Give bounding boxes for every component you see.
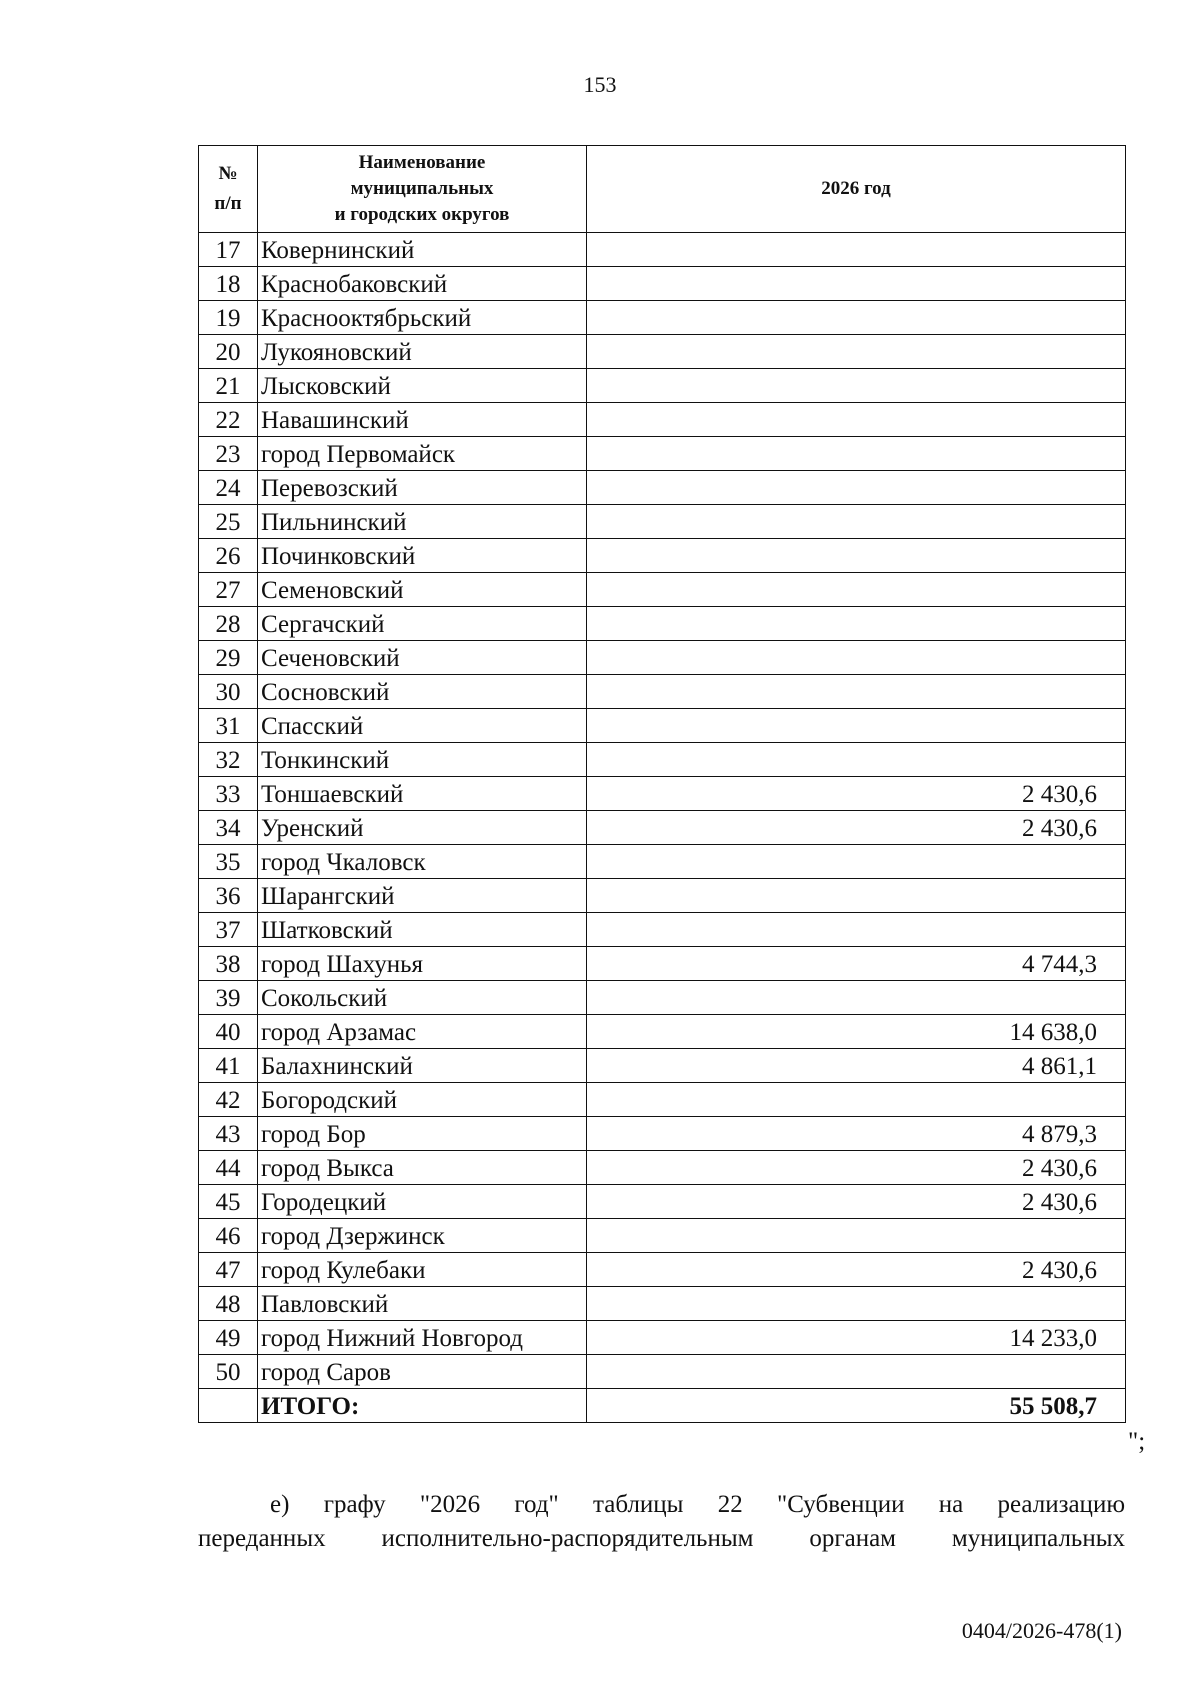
row-number: 23 — [199, 437, 258, 471]
amendment-paragraph — [198, 1488, 1125, 1556]
total-value: 55 508,7 — [587, 1389, 1126, 1423]
table-row — [199, 845, 1126, 879]
row-number: 34 — [199, 811, 258, 845]
amount-2026 — [587, 437, 1126, 471]
total-label: ИТОГО: — [258, 1389, 587, 1423]
amount-2026: 4 744,3 — [587, 947, 1126, 981]
amount-2026 — [587, 641, 1126, 675]
amount-2026 — [587, 913, 1126, 947]
document-code: 0404/2026-478(1) — [961, 1618, 1122, 1643]
total-number-cell — [199, 1389, 258, 1423]
table-row — [199, 981, 1126, 1015]
amount-2026 — [587, 1219, 1126, 1253]
municipality-name: город Нижний Новгород — [258, 1321, 587, 1355]
municipality-name: Краснобаковский — [258, 267, 587, 301]
row-number: 48 — [199, 1287, 258, 1321]
row-number: 28 — [199, 607, 258, 641]
municipality-name: Богородский — [258, 1083, 587, 1117]
municipality-name: Городецкий — [258, 1185, 587, 1219]
table-row — [199, 267, 1126, 301]
amount-2026: 2 430,6 — [587, 1151, 1126, 1185]
municipality-name: город Первомайск — [258, 437, 587, 471]
table-row — [199, 1117, 1126, 1151]
table-row — [199, 437, 1126, 471]
row-number: 33 — [199, 777, 258, 811]
amount-2026 — [587, 539, 1126, 573]
amount-2026: 2 430,6 — [587, 1185, 1126, 1219]
amount-2026 — [587, 369, 1126, 403]
municipality-name: Тоншаевский — [258, 777, 587, 811]
table-row — [199, 1253, 1126, 1287]
row-number: 21 — [199, 369, 258, 403]
municipality-name: город Чкаловск — [258, 845, 587, 879]
total-row — [199, 1389, 1126, 1423]
header-name-line2: муниципальных — [350, 178, 494, 199]
page-number: 153 — [583, 72, 617, 97]
table-row — [199, 1015, 1126, 1049]
municipality-name: Шарангский — [258, 879, 587, 913]
header-name-line1: Наименование — [358, 152, 486, 173]
row-number: 19 — [199, 301, 258, 335]
table-row — [199, 743, 1126, 777]
municipality-name: город Бор — [258, 1117, 587, 1151]
row-number: 42 — [199, 1083, 258, 1117]
table-row — [199, 369, 1126, 403]
row-number: 31 — [199, 709, 258, 743]
row-number: 35 — [199, 845, 258, 879]
amount-2026 — [587, 335, 1126, 369]
row-number: 41 — [199, 1049, 258, 1083]
municipality-name: Перевозский — [258, 471, 587, 505]
table-row — [199, 233, 1126, 267]
row-number: 47 — [199, 1253, 258, 1287]
subventions-table — [198, 145, 1126, 1423]
row-number: 44 — [199, 1151, 258, 1185]
row-number: 29 — [199, 641, 258, 675]
header-name — [258, 146, 587, 233]
amount-2026 — [587, 845, 1126, 879]
municipality-name: Семеновский — [258, 573, 587, 607]
row-number: 18 — [199, 267, 258, 301]
municipality-name: Сосновский — [258, 675, 587, 709]
table-row — [199, 1185, 1126, 1219]
table-row — [199, 913, 1126, 947]
table-row — [199, 1321, 1126, 1355]
amount-2026 — [587, 301, 1126, 335]
municipality-name: Сеченовский — [258, 641, 587, 675]
row-number: 30 — [199, 675, 258, 709]
municipality-name: Пильнинский — [258, 505, 587, 539]
row-number: 38 — [199, 947, 258, 981]
row-number: 46 — [199, 1219, 258, 1253]
municipality-name: Балахнинский — [258, 1049, 587, 1083]
table-row — [199, 1287, 1126, 1321]
amount-2026: 4 879,3 — [587, 1117, 1126, 1151]
table-row — [199, 505, 1126, 539]
row-number: 22 — [199, 403, 258, 437]
row-number: 37 — [199, 913, 258, 947]
municipality-name: город Шахунья — [258, 947, 587, 981]
amount-2026 — [587, 1083, 1126, 1117]
table-header-row — [199, 146, 1126, 233]
table-row — [199, 607, 1126, 641]
table-row — [199, 879, 1126, 913]
table-row — [199, 675, 1126, 709]
amount-2026 — [587, 675, 1126, 709]
municipality-name: Краснооктябрьский — [258, 301, 587, 335]
amount-2026 — [587, 879, 1126, 913]
amount-2026 — [587, 743, 1126, 777]
row-number: 32 — [199, 743, 258, 777]
table-row — [199, 1219, 1126, 1253]
row-number: 26 — [199, 539, 258, 573]
municipality-name: город Выкса — [258, 1151, 587, 1185]
municipality-name: Ковернинский — [258, 233, 587, 267]
amount-2026 — [587, 607, 1126, 641]
amount-2026: 2 430,6 — [587, 1253, 1126, 1287]
row-number: 39 — [199, 981, 258, 1015]
municipality-name: Лысковский — [258, 369, 587, 403]
table-body — [199, 233, 1126, 1423]
header-number-symbol: № — [218, 163, 238, 184]
municipality-name: Починковский — [258, 539, 587, 573]
amount-2026 — [587, 267, 1126, 301]
table-row — [199, 709, 1126, 743]
municipality-name: Шатковский — [258, 913, 587, 947]
row-number: 40 — [199, 1015, 258, 1049]
municipality-name: Павловский — [258, 1287, 587, 1321]
row-number: 24 — [199, 471, 258, 505]
amount-2026: 2 430,6 — [587, 811, 1126, 845]
municipality-name: Сокольский — [258, 981, 587, 1015]
table-row — [199, 335, 1126, 369]
amount-2026 — [587, 709, 1126, 743]
amount-2026: 14 638,0 — [587, 1015, 1126, 1049]
row-number: 17 — [199, 233, 258, 267]
municipality-name: город Арзамас — [258, 1015, 587, 1049]
amount-2026: 14 233,0 — [587, 1321, 1126, 1355]
table-row — [199, 539, 1126, 573]
header-number-abbr: п/п — [214, 193, 242, 214]
table-row — [199, 777, 1126, 811]
table-row — [199, 641, 1126, 675]
municipality-name: Лукояновский — [258, 335, 587, 369]
municipality-name: город Саров — [258, 1355, 587, 1389]
paragraph-line-1: е) графу "2026 год" таблицы 22 "Субвенции на реализацию — [270, 1491, 1125, 1518]
table-row — [199, 573, 1126, 607]
municipality-name: Спасский — [258, 709, 587, 743]
row-number: 43 — [199, 1117, 258, 1151]
table-row — [199, 471, 1126, 505]
municipality-name: город Кулебаки — [258, 1253, 587, 1287]
table-row — [199, 1049, 1126, 1083]
amount-2026 — [587, 1355, 1126, 1389]
table-row — [199, 403, 1126, 437]
table-row — [199, 301, 1126, 335]
municipality-name: Сергачский — [258, 607, 587, 641]
row-number: 27 — [199, 573, 258, 607]
table-row — [199, 1151, 1126, 1185]
amount-2026 — [587, 505, 1126, 539]
header-name-line3: и городских округов — [334, 204, 510, 225]
row-number: 36 — [199, 879, 258, 913]
amount-2026 — [587, 1287, 1126, 1321]
municipality-name: Уренский — [258, 811, 587, 845]
amount-2026: 4 861,1 — [587, 1049, 1126, 1083]
amount-2026: 2 430,6 — [587, 777, 1126, 811]
amount-2026 — [587, 403, 1126, 437]
row-number: 20 — [199, 335, 258, 369]
municipality-name: Навашинский — [258, 403, 587, 437]
table-row — [199, 1355, 1126, 1389]
amount-2026 — [587, 471, 1126, 505]
row-number: 45 — [199, 1185, 258, 1219]
amount-2026 — [587, 233, 1126, 267]
closing-quote: "; — [1128, 1428, 1146, 1455]
table-row — [199, 1083, 1126, 1117]
amount-2026 — [587, 981, 1126, 1015]
amount-2026 — [587, 573, 1126, 607]
paragraph-line-2: переданных исполнительно-распорядительным органам муниципальных — [198, 1525, 1125, 1552]
row-number: 25 — [199, 505, 258, 539]
header-year: 2026 год — [587, 146, 1126, 233]
municipality-name: город Дзержинск — [258, 1219, 587, 1253]
table-row — [199, 811, 1126, 845]
row-number: 50 — [199, 1355, 258, 1389]
header-number — [199, 146, 258, 233]
table-row — [199, 947, 1126, 981]
municipality-name: Тонкинский — [258, 743, 587, 777]
row-number: 49 — [199, 1321, 258, 1355]
